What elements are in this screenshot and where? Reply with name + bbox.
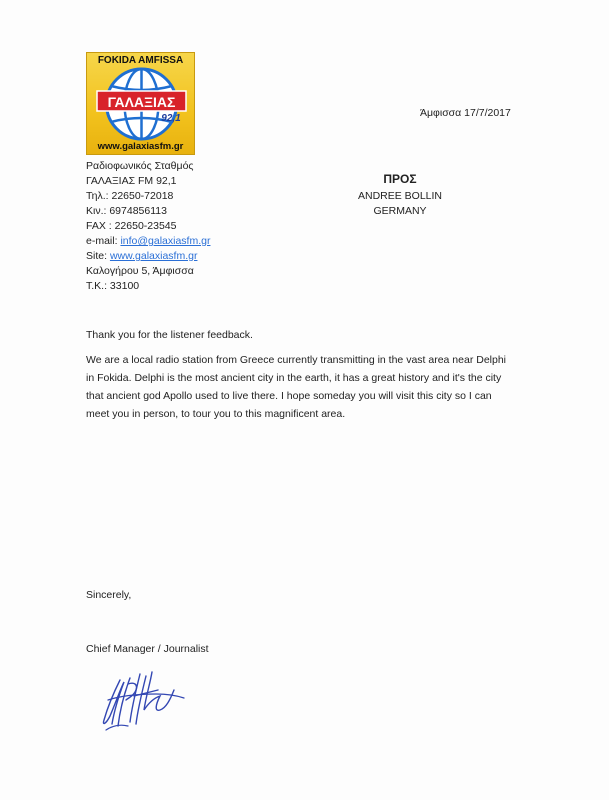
paragraph-line: meet you in person, to tour you to this magnificent area.	[86, 408, 346, 420]
sender-email-row	[86, 234, 286, 249]
sender-type: Ραδιοφωνικός Σταθμός	[86, 160, 194, 172]
email-link[interactable]: info@galaxiasfm.gr	[120, 235, 211, 247]
logo-station-name: ΓΑΛΑΞΙΑΣ	[107, 94, 176, 110]
sender-fax: FAX : 22650-23545	[86, 220, 177, 232]
logo-bottom-text: www.galaxiasfm.gr	[97, 141, 184, 152]
sender-phone: Τηλ.: 22650-72018	[86, 190, 174, 202]
sender-site-row	[86, 249, 286, 264]
site-link[interactable]: www.galaxiasfm.gr	[109, 250, 198, 262]
letter-paragraph	[86, 351, 546, 423]
station-logo	[86, 52, 195, 155]
logo-top-text: FOKIDA AMFISSA	[97, 55, 184, 66]
handwritten-signature	[90, 660, 200, 740]
sender-block	[86, 159, 286, 294]
signatory-title: Chief Manager / Journalist	[86, 643, 209, 655]
email-label: e-mail:	[86, 235, 121, 247]
recipient-block	[320, 171, 480, 219]
globe-icon	[87, 66, 196, 142]
recipient-country: GERMANY	[373, 205, 427, 217]
paragraph-line: We are a local radio station from Greece currently transmitting in the vast area near Delphi	[86, 354, 506, 366]
recipient-heading: ΠΡΟΣ	[383, 172, 417, 186]
sender-mobile: Κιν.: 6974856113	[86, 205, 167, 217]
paragraph-line: in Fokida. Delphi is the most ancient city in the earth, it has a great history and it's the city	[86, 372, 502, 384]
recipient-name: ANDREE BOLLIN	[357, 190, 443, 202]
paragraph-line: that ancient god Apollo used to live there. I hope someday you will visit this city so I can	[86, 390, 492, 402]
logo-frequency: 92,1	[161, 113, 181, 124]
letter-closing: Sincerely,	[86, 589, 132, 601]
site-label: Site:	[86, 250, 110, 262]
letter-date: Άμφισσα 17/7/2017	[420, 107, 511, 119]
sender-postcode: Τ.Κ.: 33100	[86, 280, 140, 292]
letter-greeting: Thank you for the listener feedback.	[86, 329, 253, 341]
sender-name: ΓΑΛΑΞΙΑΣ FM 92,1	[86, 175, 177, 187]
sender-address: Καλογήρου 5, Άμφισσα	[86, 265, 194, 277]
